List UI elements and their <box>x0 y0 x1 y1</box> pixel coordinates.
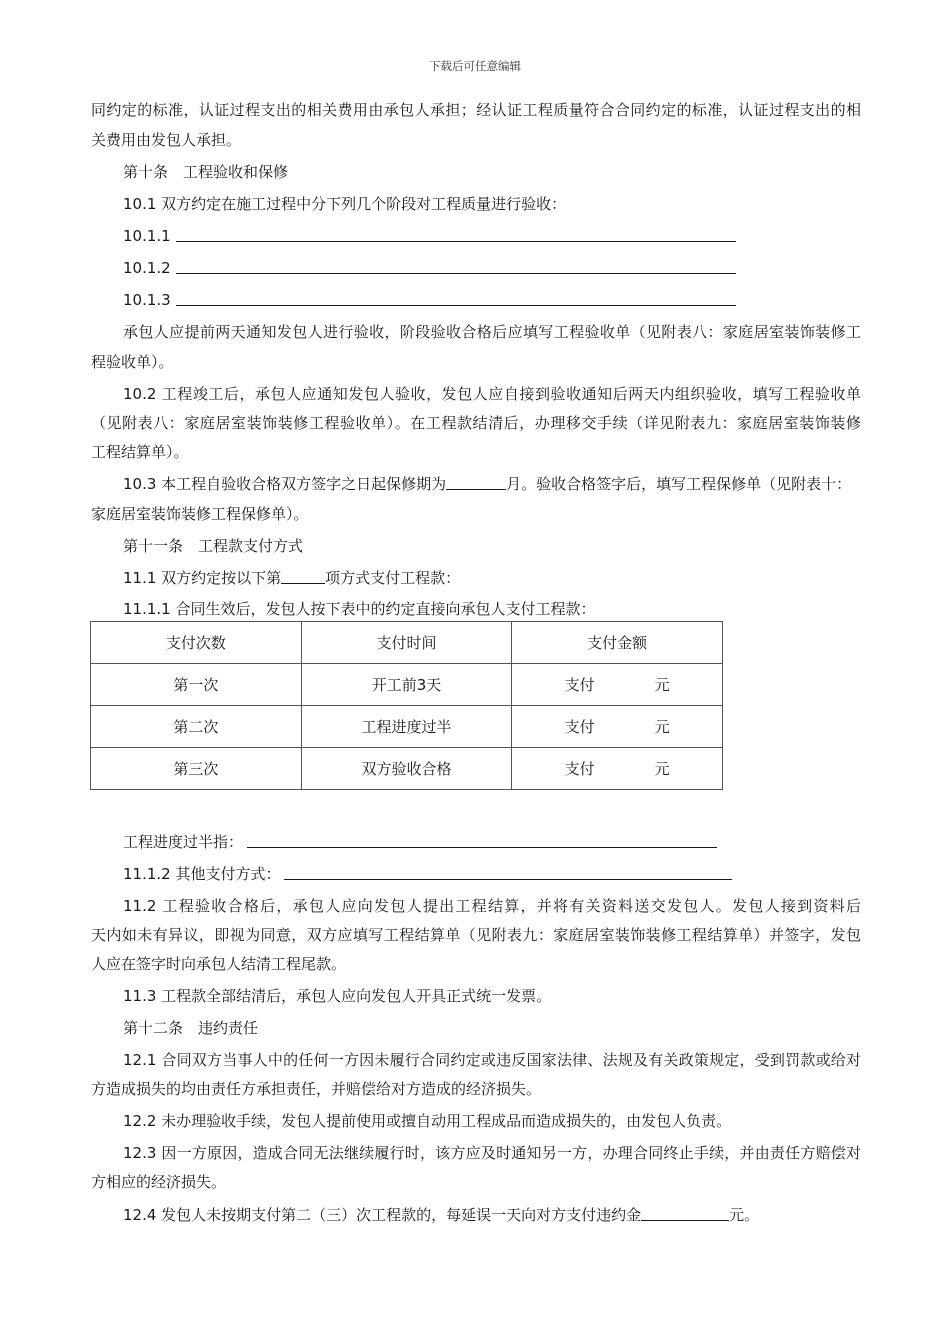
clause-12-3: 12.3 因一方原因，造成合同无法继续履行时，该方应及时通知另一方，办理合同终止手续，并由责任方赔偿对 <box>123 1144 861 1162</box>
payment-times: 第一次 <box>91 664 302 706</box>
clause-text: 月。验收合格签字后，填写工程保修单（见附表十： <box>506 475 852 493</box>
payment-amount <box>512 748 723 790</box>
column-header: 支付次数 <box>91 622 302 664</box>
clause-12-1: 12.1 合同双方当事人中的任何一方因未履行合同约定或违反国家法律、法规及有关政策规定，受到罚款或给对 <box>123 1051 861 1069</box>
table-row <box>91 706 723 748</box>
payment-times: 第三次 <box>91 748 302 790</box>
clause-number: 10.1.3 <box>123 291 171 309</box>
payment-when: 工程进度过半 <box>301 706 512 748</box>
clause-11-1-2 <box>123 864 861 884</box>
blank-line <box>247 832 717 848</box>
payment-amount <box>512 706 723 748</box>
article-10-heading: 第十条 工程验收和保修 <box>123 163 289 181</box>
pay-label: 支付 <box>564 760 595 778</box>
blank-line <box>446 474 506 490</box>
paragraph-line: 家庭居室装饰装修工程保修单）。 <box>91 505 309 523</box>
clause-10-1: 10.1 双方约定在施工过程中分下列几个阶段对工程质量进行验收： <box>123 195 567 213</box>
table-row <box>91 664 723 706</box>
paragraph-line: 承包人应提前两天通知发包人进行验收，阶段验收合格后应填写工程验收单（见附表八：家庭居室装饰装修工 <box>123 323 861 341</box>
clause-12-2: 12.2 未办理验收手续，发包人提前使用或擅自动用工程成品而造成损失的，由发包人负责。 <box>123 1112 732 1130</box>
table-row <box>91 748 723 790</box>
pay-label: 支付 <box>564 676 595 694</box>
payment-amount <box>512 664 723 706</box>
paragraph-line: （见附表八：家庭居室装饰装修工程验收单）。在工程款结清后，办理移交手续（详见附表九：家庭居室装饰装修 <box>91 414 861 432</box>
clause-11-2: 11.2 工程验收合格后，承包人应向发包人提出工程结算，并将有关资料送交发包人。发包人接到资料后 <box>123 897 861 915</box>
payment-when: 开工前3天 <box>301 664 512 706</box>
paragraph-line: 程验收单）。 <box>91 353 174 371</box>
clause-text: 11.1 双方约定按以下第 <box>123 569 282 587</box>
unit-label: 元 <box>654 760 670 778</box>
paragraph-line: 方相应的经济损失。 <box>91 1173 227 1191</box>
clause-number: 10.1.1 <box>123 227 171 245</box>
blank-line <box>284 864 732 880</box>
table-header-row <box>91 622 723 664</box>
paragraph-line: 同约定的标准，认证过程支出的相关费用由承包人承担；经认证工程质量符合合同约定的标准，认证过程支出的相 <box>91 101 861 119</box>
pay-label: 支付 <box>564 718 595 736</box>
paragraph-line: 工程结算单）。 <box>91 443 189 461</box>
clause-number: 10.1.2 <box>123 259 171 277</box>
clause-10-1-3 <box>123 290 861 310</box>
page-header: 下载后可任意编辑 <box>429 59 521 73</box>
paragraph-line: 方造成损失的均由责任方承担责任，并赔偿给对方造成的经济损失。 <box>91 1080 542 1098</box>
clause-text: 12.4 发包人未按期支付第二（三）次工程款的，每延误一天向对方支付违约金 <box>123 1206 642 1224</box>
clause-12-4 <box>123 1205 861 1225</box>
article-11-heading: 第十一条 工程款支付方式 <box>123 537 304 555</box>
blank-line <box>641 1205 729 1221</box>
paragraph-line: 天内如未有异议，即视为同意，双方应填写工程结算单（见附表九：家庭居室装饰装修工程结算单）并签字，发包 <box>91 926 861 944</box>
blank-line <box>281 568 325 584</box>
clause-text: 11.1.2 其他支付方式： <box>123 865 281 883</box>
clause-11-1-1: 11.1.1 合同生效后，发包人按下表中的约定直接向承包人支付工程款： <box>123 600 596 618</box>
clause-11-3: 11.3 工程款全部结清后，承包人应向发包人开具正式统一发票。 <box>123 987 552 1005</box>
paragraph-line: 关费用由发包人承担。 <box>91 131 242 149</box>
clause-11-1 <box>123 568 861 588</box>
blank-line <box>176 226 736 242</box>
article-12-heading: 第十二条 违约责任 <box>123 1019 259 1037</box>
blank-line <box>176 290 736 306</box>
payment-times: 第二次 <box>91 706 302 748</box>
unit-label: 元 <box>654 676 670 694</box>
clause-10-2: 10.2 工程竣工后，承包人应通知发包人验收，发包人应自接到验收通知后两天内组织验收，填写工程验收单 <box>123 385 861 403</box>
clause-text: 工程进度过半指： <box>123 833 244 851</box>
payment-table <box>90 621 723 790</box>
progress-definition <box>123 832 861 852</box>
paragraph-line: 人应在签字时向承包人结清工程尾款。 <box>91 955 347 973</box>
blank-line <box>176 258 736 274</box>
clause-10-1-1 <box>123 226 861 246</box>
column-header: 支付金额 <box>512 622 723 664</box>
clause-text: 项方式支付工程款： <box>325 569 461 587</box>
payment-when: 双方验收合格 <box>301 748 512 790</box>
column-header: 支付时间 <box>301 622 512 664</box>
clause-10-3 <box>123 474 861 494</box>
unit-label: 元 <box>654 718 670 736</box>
clause-10-1-2 <box>123 258 861 278</box>
clause-text: 10.3 本工程自验收合格双方签字之日起保修期为 <box>123 475 447 493</box>
clause-text: 元。 <box>729 1206 760 1224</box>
